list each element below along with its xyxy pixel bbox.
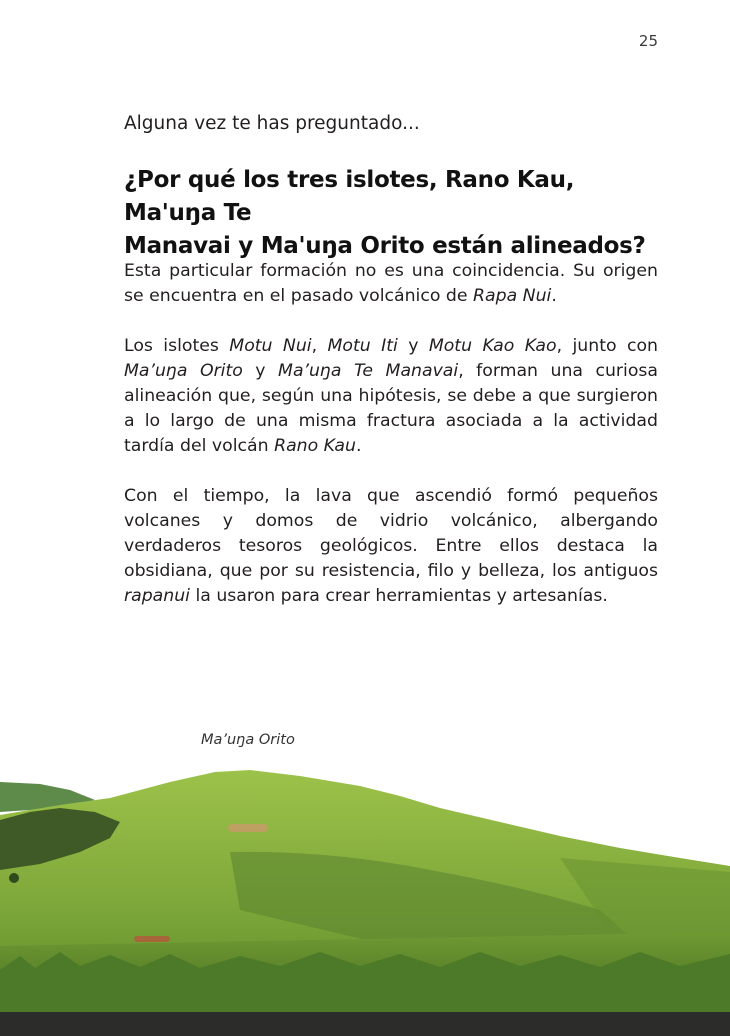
italic-term: Ma’uŋa Orito — [124, 361, 243, 381]
text-run: y — [397, 336, 429, 356]
heading-line-1: ¿Por qué los tres islotes, Rano Kau, Ma'uŋa Te — [124, 167, 575, 226]
italic-term: Ma’uŋa Te Manavai — [278, 361, 459, 381]
text-run: Los islotes — [124, 336, 230, 356]
text-run: Con el tiempo, la lava que ascendió formó pequeños volcanes y domos de vidrio volcánico, albergando verdaderos tesoros geológicos. Entre ellos destaca la obsidiana, que por su resistencia, filo y belleza, los antiguos — [124, 486, 658, 581]
bottom-bar — [0, 1012, 730, 1036]
small-tree — [9, 873, 19, 883]
page-number: 25 — [638, 32, 658, 50]
photo-caption: Ma’uŋa Orito — [201, 732, 295, 748]
italic-term: rapanui — [124, 586, 190, 606]
paragraph-origin — [124, 259, 658, 309]
paragraph-obsidian — [124, 484, 658, 609]
text-run: Esta particular formación no es una coincidencia. Su origen se encuentra en el pasado volcánico de — [124, 261, 658, 306]
text-run: , — [311, 336, 328, 356]
text-run: . — [551, 286, 557, 306]
italic-term: Rapa Nui — [473, 286, 552, 306]
dirt-patch — [228, 824, 268, 832]
italic-term: Motu Nui — [229, 336, 312, 356]
text-run: . — [355, 436, 362, 456]
italic-term: Rano Kau — [274, 436, 356, 456]
intro-line: Alguna vez te has preguntado... — [124, 113, 420, 134]
text-run: y — [242, 361, 279, 381]
page-heading — [124, 164, 664, 263]
text-run: , forman una curiosa alineación que, según una hipótesis, se debe a que surgieron a lo largo de una misma fractura asociada a la actividad tardía del volcán — [124, 361, 658, 456]
heading-line-2: Manavai y Ma'uŋa Orito están alineados? — [124, 233, 646, 259]
text-run: , junto con — [556, 336, 658, 356]
italic-term: Motu Kao Kao — [428, 336, 557, 356]
paragraph-islets — [124, 334, 658, 459]
italic-term: Motu Iti — [327, 336, 398, 356]
hill-landscape-image — [0, 760, 730, 1012]
text-run: la usaron para crear herramientas y artesanías. — [189, 586, 608, 606]
dirt-patch-bottom — [134, 936, 170, 942]
